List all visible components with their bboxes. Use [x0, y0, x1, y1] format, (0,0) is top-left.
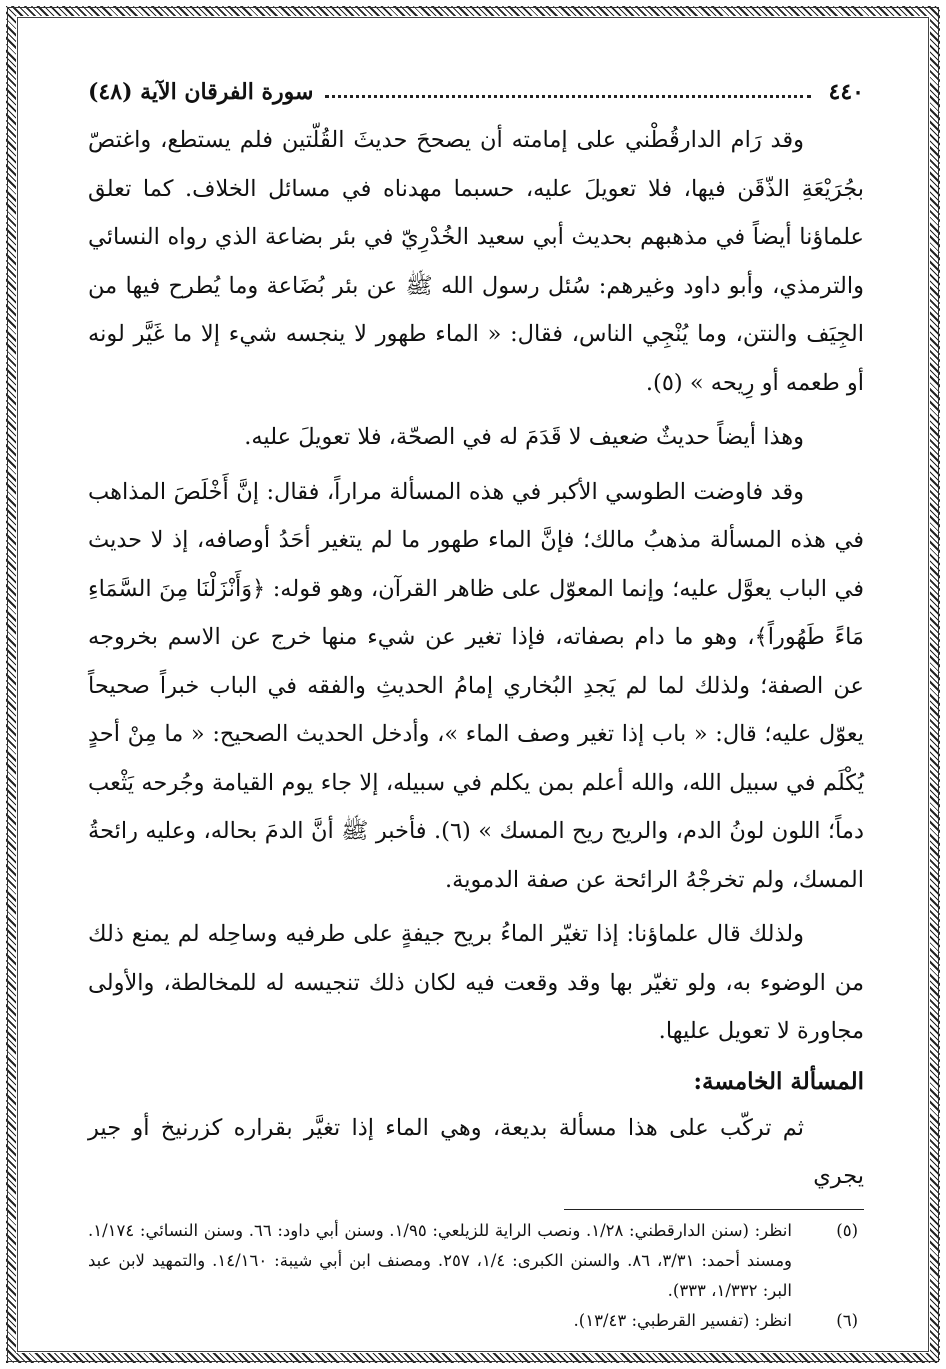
running-header — [88, 74, 864, 110]
footnote-item — [88, 1216, 864, 1306]
paragraph-4: ولذلك قال علماؤنا: إذا تغيّر الماءُ بريح جيفةٍ على طرفيه وساحِله لم يمنع ذلك من الوضوء به، ولو تغيّر بها وقد وقعت فيه لكان ذلك تنجيسه له للمخالطة، والأولى مجاورة لا تعويل عليها. — [88, 921, 864, 1044]
footnote-number: (٥) — [836, 1220, 858, 1240]
paragraph-3: وقد فاوضت الطوسي الأكبر في هذه المسألة مراراً، فقال: إنَّ أَخْلَصَ المذاهب في هذه المسألة مذهبُ مالك؛ فإنَّ الماء طهور ما لم يتغير أحَدُ أوصافه، إذ لا حديث في الباب يعوَّل عليه؛ وإنما المعوّل على ظاهر القرآن، وهو قوله: ﴿وَأَنْزَلْنَا مِنَ السَّمَاءِ مَاءً طَهُوراً﴾، وهو ما دام بصفاته، فإذا تغير عن شيء منها خرج عن الاسم بخروجه عن الصفة؛ ولذلك لما لم يَجدِ البُخاري إمامُ الحديثِ والفقه في الباب خبراً صحيحاً يعوّل عليه؛ قال: « باب إذا تغير وصف الماء »، وأدخل الحديث الصحيح: « ما مِنْ أحدٍ يُكْلَم في سبيل الله، والله أعلم بمن يكلم في سبيله، إلا جاء يوم القيامة وجُرحه يَثْعب دماً؛ اللون لونُ الدم، والريح ريح المسك » (٦). فأخبر ﷺ أنَّ الدمَ بحاله، وعليه رائحةُ المسك، ولم تخرجْهُ الرائحة عن صفة الدموية. — [88, 478, 864, 893]
paragraph-1: وقد رَام الدارقُطْني على إمامته أن يصححَ حديثَ القُلّتين فلم يستطع، واغتصّ بجُرَيْعَةِ الذّقَن فيها، فلا تعويلَ عليه، حسبما مهدناه في مسائل الخلاف. كما تعلق علماؤنا أيضاً في مذهبهم بحديث أبي سعيد الخُدْرِيّ في بئر بضاعة الذي رواه النسائي والترمذي، وأبو داود وغيرهم: سُئل رسول الله ﷺ عن بئر بُضَاعة وما يُطرح فيها من الجِيَف والنتن، وما يُنْجِي الناس، فقال: « الماء طهور لا ينجسه شيء إلا ما غَيَّر لونه أو طعمه أو رِيحه » (٥). — [88, 127, 864, 396]
footnote-text: انظر: (سنن الدارقطني: ١/٢٨. ونصب الراية للزيلعي: ١/٩٥. وسنن أبي داود: ٦٦. وسنن النسائي: ١/١٧٤. ومسند أحمد: ٣/٣١، ٨٦. والسنن الكبرى: ١/٤، ٢٥٧. ومصنف ابن أبي شيبة: ١٤/١٦٠. والتمهيد لابن عبد البر: ١/٣٣٢، ٣٣٣). — [88, 1220, 793, 1300]
section-heading: المسألة الخامسة: — [693, 1067, 864, 1095]
header-title: سورة الفرقان الآية (٤٨) — [88, 79, 314, 105]
page-number: ٤٤٠ — [828, 79, 864, 105]
footnotes — [88, 1216, 864, 1336]
header-dot-leader — [325, 95, 810, 98]
footnote-text: انظر: (تفسير القرطبي: ١٣/٤٣). — [573, 1310, 792, 1330]
footnote-separator — [564, 1209, 864, 1210]
page-content — [88, 74, 864, 1336]
body-text — [88, 116, 864, 1201]
footnote-item — [88, 1306, 864, 1336]
paragraph-5: ثم تركّب على هذا مسألة بديعة، وهي الماء إذا تغيَّر بقراره كزرنيخ أو جير يجري — [88, 1114, 864, 1189]
paragraph-2: وهذا أيضاً حديثٌ ضعيف لا قَدَمَ له في الصحّة، فلا تعويلَ عليه. — [244, 424, 804, 450]
footnote-number: (٦) — [836, 1310, 858, 1330]
